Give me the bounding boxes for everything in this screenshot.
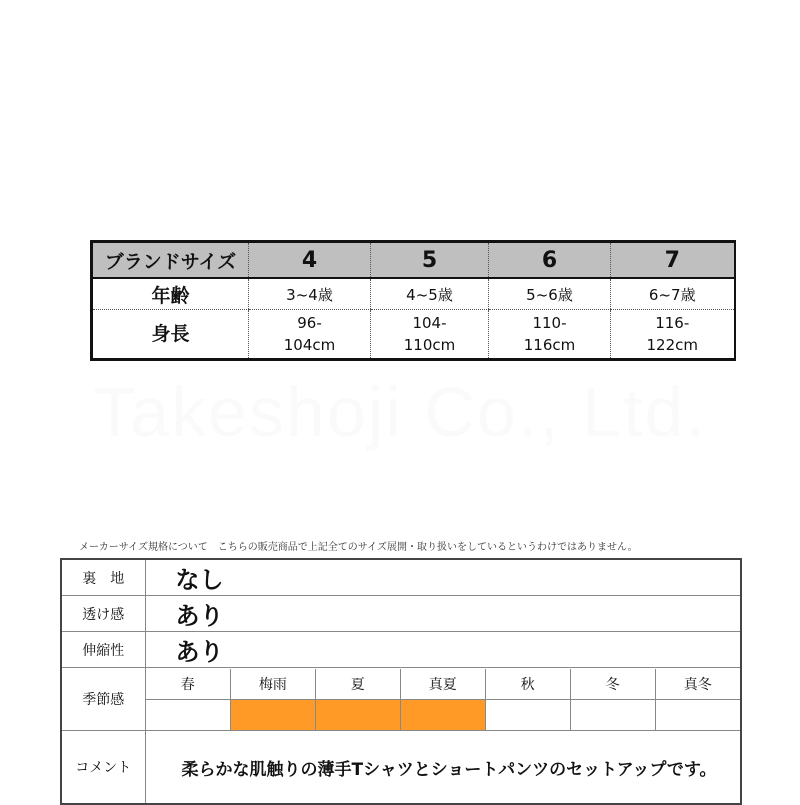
sheer-row [61, 596, 741, 632]
height-cell [249, 310, 371, 360]
height-max: 122cm [646, 336, 698, 354]
size-cell: 6 [489, 242, 611, 279]
stretch-row [61, 632, 741, 668]
season-mark-active [230, 699, 315, 730]
height-cell [489, 310, 611, 360]
size-header-row [92, 242, 735, 279]
brand-size-label: ブランドサイズ [92, 242, 249, 279]
height-max: 110cm [403, 336, 456, 354]
season-grid-cell [145, 668, 741, 731]
season-mark [146, 699, 231, 730]
stretch-label: 伸縮性 [61, 632, 145, 668]
season-name: 梅雨 [230, 669, 315, 700]
height-row [92, 310, 735, 360]
lining-value: なし [145, 559, 741, 596]
season-row [61, 668, 741, 731]
comment-label: コメント [61, 731, 145, 805]
season-mark-active [315, 699, 400, 730]
size-cell: 5 [371, 242, 489, 279]
size-cell: 7 [611, 242, 735, 279]
season-name: 冬 [570, 669, 655, 700]
age-cell: 6~7歳 [611, 278, 735, 310]
height-min: 110- [532, 314, 567, 332]
season-mark [485, 699, 570, 730]
height-min: 116- [655, 314, 690, 332]
season-mark-active [400, 699, 485, 730]
sheer-label: 透け感 [61, 596, 145, 632]
season-name: 真夏 [400, 669, 485, 700]
season-name: 春 [146, 669, 231, 700]
age-label: 年齢 [92, 278, 249, 310]
attribute-table [60, 558, 742, 805]
stretch-value: あり [145, 632, 741, 668]
season-name: 秋 [485, 669, 570, 700]
size-note: メーカーサイズ規格について こちらの販売商品で上記全てのサイズ展開・取り扱いをしているというわけではありません。 [79, 542, 638, 553]
height-min: 104- [412, 314, 447, 332]
height-label: 身長 [92, 310, 249, 360]
watermark: Takeshoji Co., Ltd. [93, 373, 707, 451]
age-row [92, 278, 735, 310]
size-cell: 4 [249, 242, 371, 279]
season-marks-row [146, 699, 741, 730]
size-table [90, 240, 736, 361]
height-min: 96- [297, 314, 322, 332]
height-cell [371, 310, 489, 360]
season-name: 真冬 [655, 669, 740, 700]
height-max: 104cm [283, 336, 336, 354]
season-mark [655, 699, 740, 730]
season-label: 季節感 [61, 668, 145, 731]
age-cell: 3~4歳 [249, 278, 371, 310]
lining-label: 裏 地 [61, 559, 145, 596]
sheer-value: あり [145, 596, 741, 632]
age-cell: 4~5歳 [371, 278, 489, 310]
season-name: 夏 [315, 669, 400, 700]
season-names-row [146, 669, 741, 700]
season-grid [146, 669, 741, 730]
season-mark [570, 699, 655, 730]
height-cell [611, 310, 735, 360]
comment-row [61, 731, 741, 805]
lining-row [61, 559, 741, 596]
age-cell: 5~6歳 [489, 278, 611, 310]
comment-value: 柔らかな肌触りの薄手Tシャツとショートパンツのセットアップです。 [145, 731, 741, 805]
height-max: 116cm [523, 336, 576, 354]
